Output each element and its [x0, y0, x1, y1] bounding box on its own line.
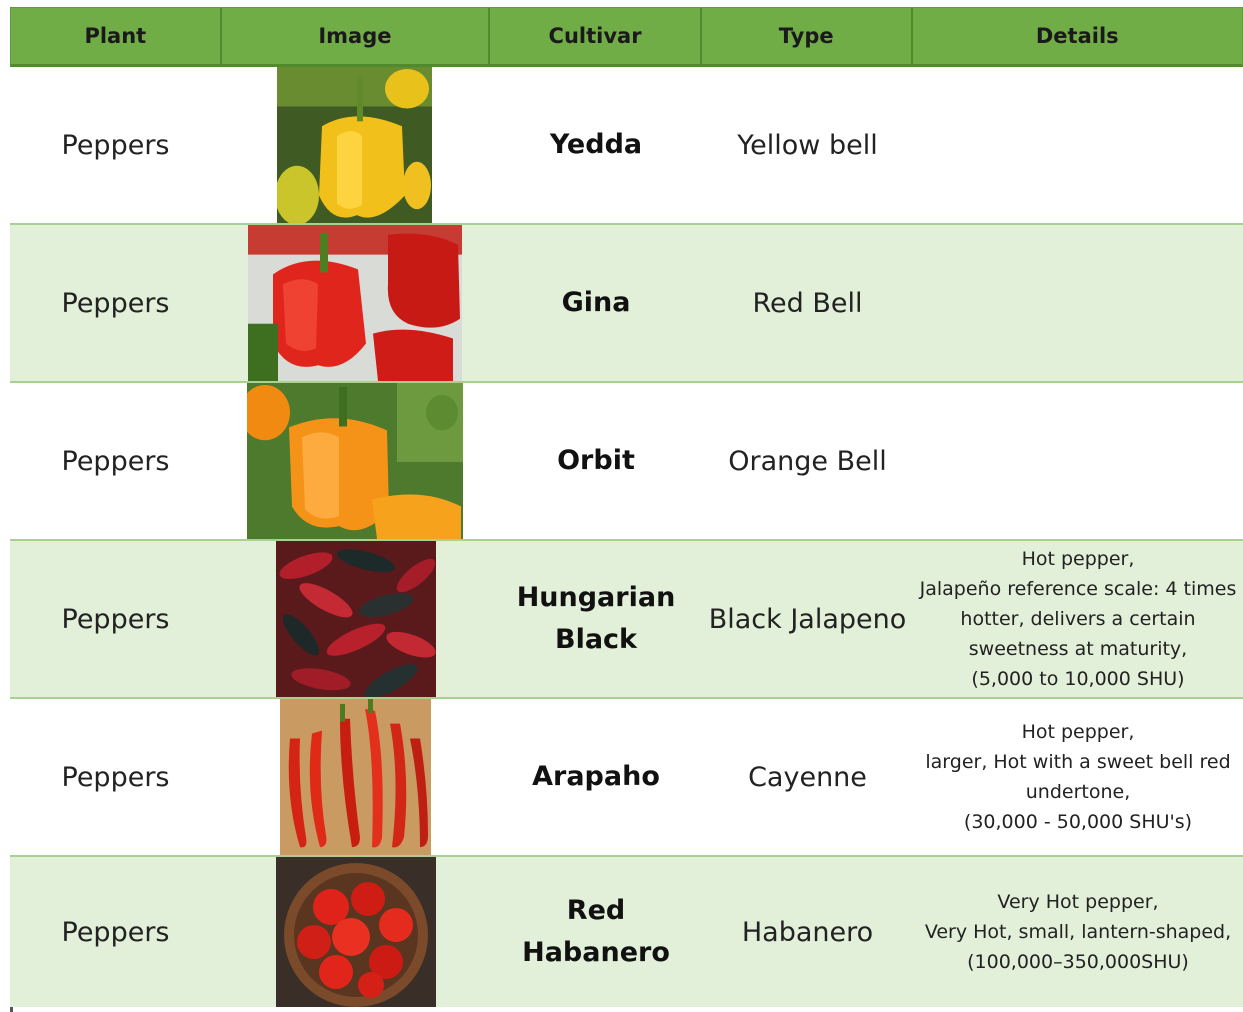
header-details: Details	[1035, 24, 1119, 48]
orange-bell-pepper-photo	[247, 383, 463, 539]
plant-cell: Peppers	[61, 761, 170, 793]
table-row	[10, 67, 1243, 225]
details-line: undertone,	[1025, 781, 1131, 803]
cayenne-pepper-photo	[280, 699, 431, 855]
cultivar-name: Orbit	[557, 445, 635, 476]
table-row	[10, 699, 1243, 857]
pepper-cultivar-table	[10, 7, 1243, 1007]
details-cell	[913, 699, 1243, 855]
cultivar-name-line: Hungarian	[516, 582, 676, 613]
plant-cell: Peppers	[61, 445, 170, 477]
header-type: Type	[702, 8, 913, 64]
plant-cell: Peppers	[61, 287, 170, 319]
details-line: (30,000 - 50,000 SHU's)	[963, 811, 1193, 833]
plant-cell: Peppers	[61, 916, 170, 948]
type-cell: Cayenne	[748, 761, 867, 793]
image-cell	[221, 67, 490, 223]
details-cell	[913, 383, 1243, 539]
table-header	[10, 7, 1243, 67]
red-bell-pepper-photo	[248, 225, 462, 381]
details-cell	[913, 541, 1243, 697]
cultivar-cell	[490, 383, 702, 539]
image-cell	[221, 541, 490, 697]
table-row	[10, 857, 1243, 1007]
table-row	[10, 225, 1243, 383]
cultivar-cell	[490, 699, 702, 855]
details-line: Hot pepper,	[1021, 548, 1135, 570]
plant-cell: Peppers	[61, 129, 170, 161]
image-cell	[221, 383, 490, 539]
image-cell	[221, 857, 490, 1007]
details-line: Hot pepper,	[1021, 721, 1135, 743]
cultivar-cell	[490, 67, 702, 223]
cultivar-name-line: Black	[554, 624, 637, 655]
details-line: Jalapeño reference scale: 4 times	[919, 578, 1237, 600]
cultivar-cell	[490, 857, 702, 1007]
cultivar-name: Arapaho	[532, 761, 660, 792]
cultivar-cell	[490, 541, 702, 697]
details-line: larger, Hot with a sweet bell red	[925, 751, 1231, 773]
type-cell: Black Jalapeno	[708, 603, 907, 635]
cultivar-name: Yedda	[549, 129, 643, 160]
table-row	[10, 383, 1243, 541]
details-line: Very Hot pepper,	[997, 891, 1159, 913]
details-cell	[913, 225, 1243, 381]
header-image: Image	[222, 8, 491, 64]
header-cultivar: Cultivar	[490, 8, 702, 64]
cultivar-cell	[490, 225, 702, 381]
black-jalapeno-photo	[276, 541, 436, 697]
red-habanero-photo	[276, 857, 436, 1007]
yellow-bell-pepper-photo	[277, 67, 432, 223]
image-cell	[221, 699, 490, 855]
details-cell	[913, 67, 1243, 223]
type-cell: Orange Bell	[728, 445, 887, 477]
details-cell	[913, 857, 1243, 1007]
details-line: Very Hot, small, lantern-shaped,	[924, 921, 1232, 943]
details-line: (5,000 to 10,000 SHU)	[971, 668, 1185, 690]
details-line: (100,000–350,000SHU)	[967, 951, 1189, 973]
type-cell: Red Bell	[752, 287, 863, 319]
type-cell: Habanero	[741, 916, 874, 948]
cultivar-name: Red Habanero	[522, 895, 670, 968]
header-plant: Plant	[11, 8, 222, 64]
details-line: sweetness at maturity,	[968, 638, 1188, 660]
cultivar-name: Gina	[561, 287, 631, 318]
image-cell	[221, 225, 490, 381]
details-line: hotter, delivers a certain	[960, 608, 1196, 630]
table-row	[10, 541, 1243, 699]
plant-cell: Peppers	[61, 603, 170, 635]
type-cell: Yellow bell	[737, 129, 878, 161]
